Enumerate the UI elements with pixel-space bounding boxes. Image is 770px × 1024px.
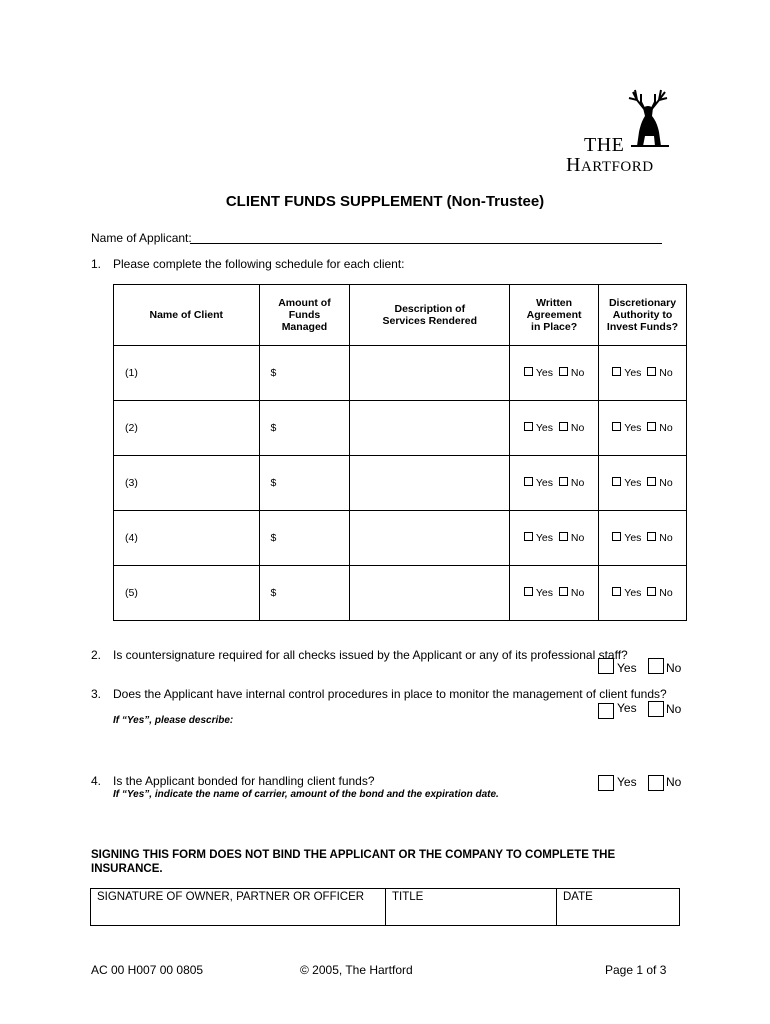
discretionary-choice: Yes No	[599, 566, 687, 621]
discretionary-choice: Yes No	[599, 401, 687, 456]
written-agreement-choice: Yes No	[510, 346, 599, 401]
description-cell[interactable]	[350, 401, 510, 456]
hartford-logo	[560, 88, 680, 178]
client-schedule-table	[113, 284, 687, 621]
no-checkbox[interactable]	[647, 532, 656, 541]
title-field[interactable]: TITLE	[386, 889, 557, 926]
page-title: CLIENT FUNDS SUPPLEMENT (Non-Trustee)	[225, 193, 545, 210]
amount-cell[interactable]: $	[259, 401, 350, 456]
no-checkbox[interactable]	[648, 775, 664, 791]
question-4	[0, 774, 770, 804]
question-2	[0, 648, 770, 678]
description-cell[interactable]	[350, 346, 510, 401]
header-discretionary-authority: Discretionary Authority to Invest Funds?	[599, 285, 687, 346]
written-agreement-choice: Yes No	[510, 566, 599, 621]
yes-checkbox[interactable]	[598, 658, 614, 674]
no-label: No	[666, 661, 682, 675]
client-name-cell[interactable]: (1)	[114, 346, 260, 401]
no-checkbox[interactable]	[647, 587, 656, 596]
yes-checkbox[interactable]	[598, 775, 614, 791]
no-checkbox[interactable]	[559, 422, 568, 431]
client-name-cell[interactable]: (3)	[114, 456, 260, 511]
question-3	[0, 687, 770, 747]
no-label: No	[666, 702, 682, 716]
no-label: No	[666, 775, 682, 789]
question-text: Is the Applicant bonded for handling client funds?	[113, 774, 375, 788]
question-number: 1.	[91, 257, 102, 271]
yes-checkbox[interactable]	[612, 532, 621, 541]
question-3-note: If “Yes”, please describe:	[113, 715, 234, 726]
question-3-answer-field[interactable]	[113, 740, 677, 766]
yes-checkbox[interactable]	[612, 422, 621, 431]
stag-icon	[615, 88, 685, 150]
logo-text-hartford: HARTFORD	[566, 154, 654, 176]
no-checkbox[interactable]	[648, 658, 664, 674]
description-cell[interactable]	[350, 456, 510, 511]
page-number: Page 1 of 3	[605, 963, 667, 977]
discretionary-choice: Yes No	[599, 346, 687, 401]
signature-table	[90, 888, 680, 926]
no-checkbox[interactable]	[559, 532, 568, 541]
yes-label: Yes	[617, 775, 637, 789]
signing-disclaimer: SIGNING THIS FORM DOES NOT BIND THE APPLICANT OR THE COMPANY TO COMPLETE THE INSURANCE.	[91, 849, 616, 875]
question-number: 2.	[91, 648, 102, 662]
no-checkbox[interactable]	[559, 587, 568, 596]
yes-checkbox[interactable]	[524, 532, 533, 541]
amount-cell[interactable]: $	[259, 346, 350, 401]
no-checkbox[interactable]	[647, 422, 656, 431]
yes-checkbox[interactable]	[612, 367, 621, 376]
question-text: Is countersignature required for all checks issued by the Applicant or any of its professional staff?	[113, 648, 628, 662]
yes-checkbox[interactable]	[612, 587, 621, 596]
yes-label: Yes	[617, 701, 637, 715]
no-checkbox[interactable]	[647, 477, 656, 486]
header-description: Description of Services Rendered	[350, 285, 510, 346]
header-amount: Amount of Funds Managed	[259, 285, 350, 346]
header-name-of-client: Name of Client	[114, 285, 260, 346]
question-4-note: If “Yes”, indicate the name of carrier, amount of the bond and the expiration date.	[113, 789, 499, 800]
description-cell[interactable]	[350, 566, 510, 621]
question-number: 4.	[91, 774, 102, 788]
question-4-answer-field[interactable]	[113, 812, 677, 838]
date-field[interactable]: DATE	[557, 889, 680, 926]
written-agreement-choice: Yes No	[510, 456, 599, 511]
no-checkbox[interactable]	[559, 367, 568, 376]
signature-field[interactable]: SIGNATURE OF OWNER, PARTNER OR OFFICER	[91, 889, 386, 926]
yes-checkbox[interactable]	[524, 477, 533, 486]
table-row	[114, 401, 687, 456]
applicant-name-field[interactable]	[190, 243, 662, 244]
client-name-cell[interactable]: (4)	[114, 511, 260, 566]
amount-cell[interactable]: $	[259, 566, 350, 621]
client-name-cell[interactable]: (5)	[114, 566, 260, 621]
table-row	[114, 346, 687, 401]
written-agreement-choice: Yes No	[510, 401, 599, 456]
discretionary-choice: Yes No	[599, 511, 687, 566]
yes-label: Yes	[617, 661, 637, 675]
header-written-agreement: Written Agreement in Place?	[510, 285, 599, 346]
no-checkbox[interactable]	[648, 701, 664, 717]
table-header-row	[114, 285, 687, 346]
table-row	[114, 511, 687, 566]
yes-checkbox[interactable]	[598, 703, 614, 719]
client-name-cell[interactable]: (2)	[114, 401, 260, 456]
logo-text-the: THE	[584, 134, 625, 156]
applicant-label: Name of Applicant:	[91, 231, 192, 245]
yes-checkbox[interactable]	[612, 477, 621, 486]
table-row	[114, 566, 687, 621]
form-id: AC 00 H007 00 0805	[91, 963, 204, 977]
table-row	[114, 456, 687, 511]
amount-cell[interactable]: $	[259, 456, 350, 511]
yes-checkbox[interactable]	[524, 422, 533, 431]
discretionary-choice: Yes No	[599, 456, 687, 511]
amount-cell[interactable]: $	[259, 511, 350, 566]
written-agreement-choice: Yes No	[510, 511, 599, 566]
yes-checkbox[interactable]	[524, 587, 533, 596]
question-text: Please complete the following schedule for each client:	[113, 257, 405, 271]
yes-checkbox[interactable]	[524, 367, 533, 376]
copyright: © 2005, The Hartford	[300, 963, 413, 977]
question-number: 3.	[91, 687, 102, 701]
no-checkbox[interactable]	[559, 477, 568, 486]
description-cell[interactable]	[350, 511, 510, 566]
question-text: Does the Applicant have internal control procedures in place to monitor the management of client funds?	[113, 687, 667, 701]
no-checkbox[interactable]	[647, 367, 656, 376]
